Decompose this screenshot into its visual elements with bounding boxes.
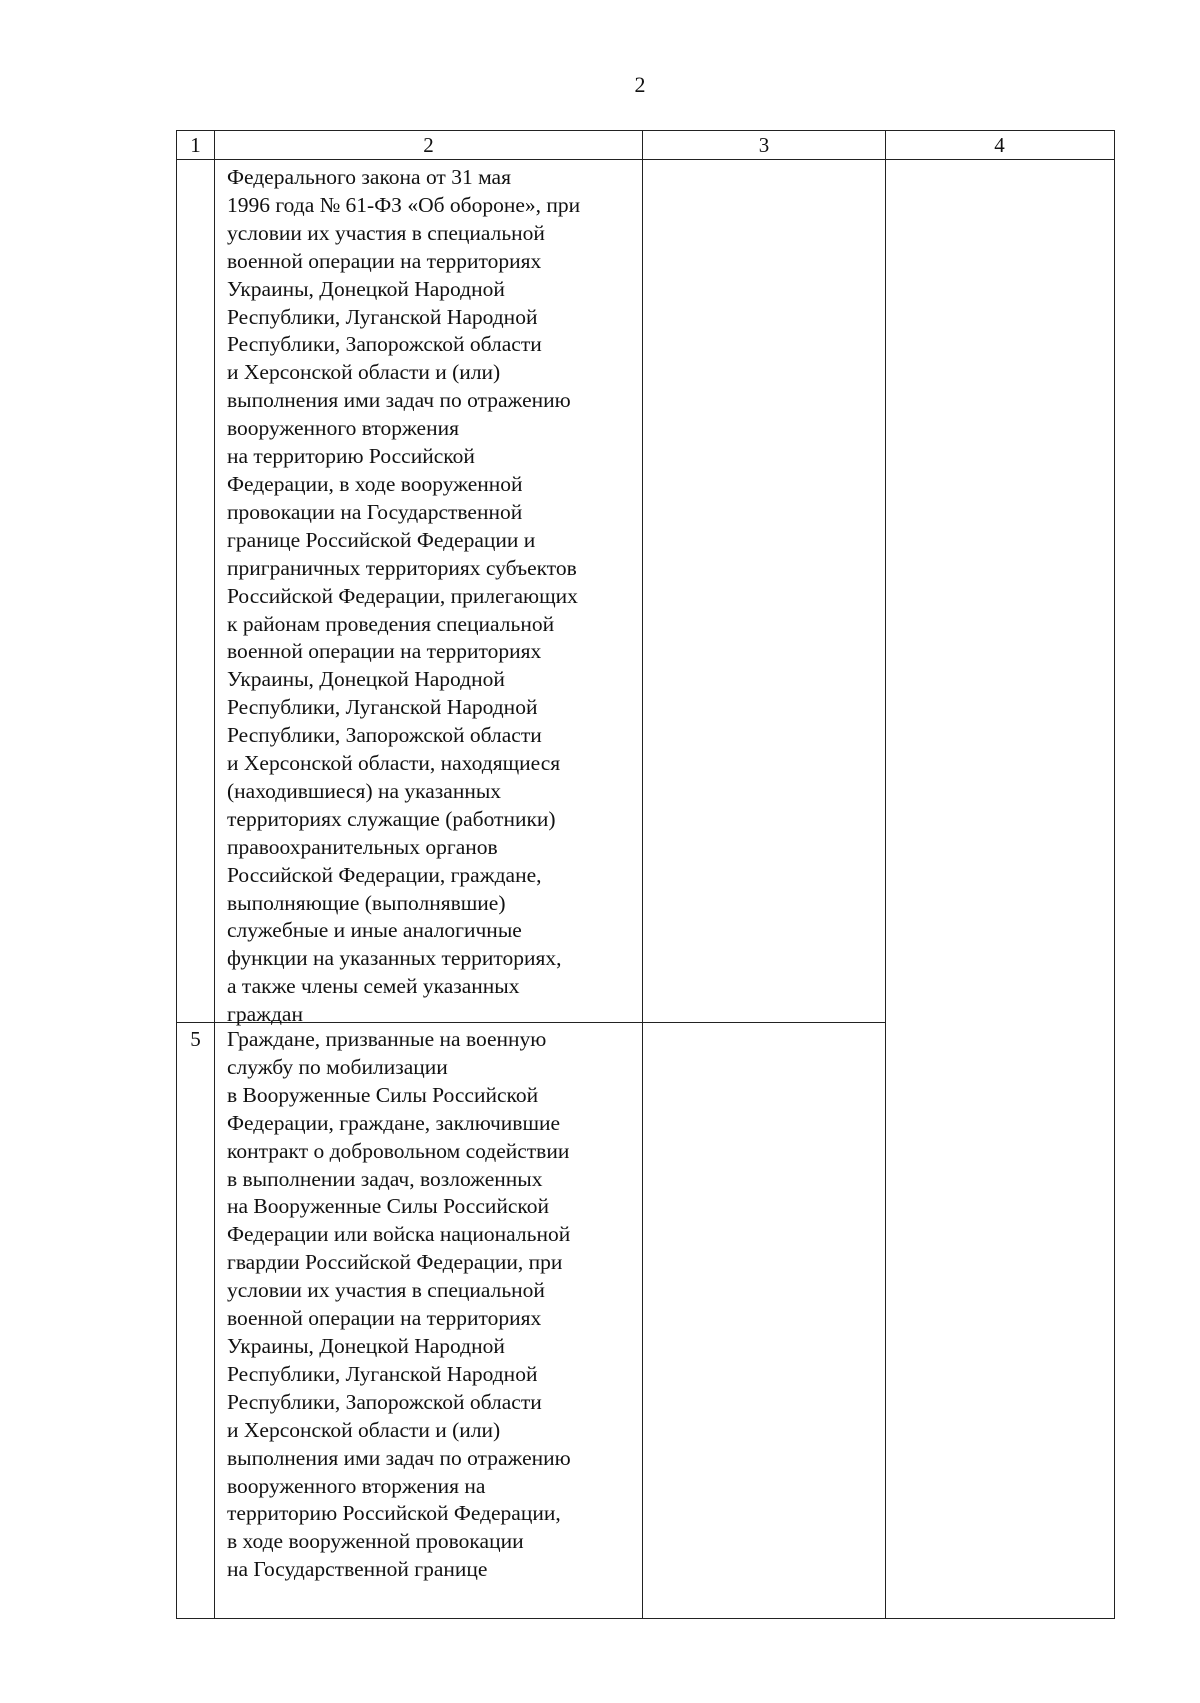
text-line: служебные и иные аналогичные	[227, 918, 522, 943]
text-line: Федерации или войска национальной	[227, 1222, 571, 1247]
row-text-cell	[215, 160, 643, 1027]
text-line: Украины, Донецкой Народной	[227, 1333, 505, 1358]
text-line: вооруженного вторжения	[227, 416, 459, 441]
table-body	[177, 160, 1114, 1618]
text-line: в выполнении задач, возложенных	[227, 1166, 543, 1191]
table-row	[177, 160, 886, 1027]
text-line: Федерации, граждане, заключившие	[227, 1110, 561, 1135]
text-line: Российской Федерации, прилегающих	[227, 583, 578, 608]
text-line: условии их участия в специальной	[227, 220, 545, 245]
text-line: и Херсонской области и (или)	[227, 360, 501, 385]
header-col-2: 2	[215, 131, 643, 159]
text-line: приграничных территориях субъектов	[227, 555, 577, 580]
text-line: выполнения ими задач по отражению	[227, 1445, 571, 1470]
text-line: а также члены семей указанных	[227, 974, 520, 999]
header-col-4: 4	[994, 133, 1005, 157]
text-line: Республики, Запорожской области	[227, 1389, 542, 1414]
text-line: в ходе вооруженной провокации	[227, 1529, 524, 1554]
text-line: Граждане, призванные на военную	[227, 1027, 547, 1051]
text-line: функции на указанных территориях,	[227, 946, 562, 971]
text-line: Украины, Донецкой Народной	[227, 276, 505, 301]
text-line: территорию Российской Федерации,	[227, 1501, 561, 1526]
row-col3-cell	[643, 1022, 886, 1618]
text-line: Федерации, в ходе вооруженной	[227, 471, 523, 496]
row-number-cell	[177, 160, 215, 1022]
table-header-row	[177, 131, 1114, 160]
text-line: Украины, Донецкой Народной	[227, 667, 505, 692]
text-line: на территорию Российской	[227, 444, 475, 469]
text-line: службу по мобилизации	[227, 1054, 448, 1079]
text-line: и Херсонской области и (или)	[227, 1417, 501, 1442]
text-line: 1996 года № 61-ФЗ «Об обороне», при	[227, 192, 581, 217]
text-line: Республики, Луганской Народной	[227, 304, 538, 329]
text-line: граждан	[227, 1002, 303, 1027]
text-line: гвардии Российской Федерации, при	[227, 1250, 563, 1275]
text-line: Российской Федерации, граждане,	[227, 862, 542, 887]
page-number: 2	[634, 72, 646, 97]
document-table	[176, 130, 1115, 1619]
text-line: к районам проведения специальной	[227, 611, 555, 636]
text-line: контракт о добровольном содействии	[227, 1138, 570, 1163]
text-line: военной операции на территориях	[227, 639, 542, 664]
text-line: территориях служащие (работники)	[227, 806, 556, 831]
text-line: границе Российской Федерации и	[227, 527, 536, 552]
text-line: вооруженного вторжения на	[227, 1473, 486, 1498]
text-line: и Херсонской области, находящиеся	[227, 751, 561, 776]
text-line: на Вооруженные Силы Российской	[227, 1194, 550, 1219]
table-row	[177, 1022, 886, 1618]
text-line: Республики, Луганской Народной	[227, 695, 538, 720]
text-line: правоохранительных органов	[227, 834, 498, 859]
text-line: Республики, Запорожской области	[227, 332, 542, 357]
text-line: в Вооруженные Силы Российской	[227, 1082, 539, 1107]
header-col-3: 3	[643, 131, 886, 159]
text-line: (находившиеся) на указанных	[227, 778, 502, 803]
text-line: выполняющие (выполнявшие)	[227, 890, 506, 915]
row-text-cell	[215, 1022, 643, 1618]
text-line: Республики, Запорожской области	[227, 723, 542, 748]
text-line: военной операции на территориях	[227, 1306, 542, 1331]
text-line: Федерального закона от 31 мая	[227, 165, 511, 189]
row-number-cell: 5	[177, 1022, 215, 1618]
merged-col4-cell	[886, 160, 1113, 1618]
text-line: условии их участия в специальной	[227, 1278, 545, 1303]
row-col3-cell	[643, 160, 886, 1022]
text-line: на Государственной границе	[227, 1557, 488, 1582]
text-line: провокации на Государственной	[227, 499, 523, 524]
text-line: выполнения ими задач по отражению	[227, 388, 571, 413]
text-line: военной операции на территориях	[227, 248, 542, 273]
header-col-1: 1	[177, 131, 215, 159]
text-line: Республики, Луганской Народной	[227, 1361, 538, 1386]
